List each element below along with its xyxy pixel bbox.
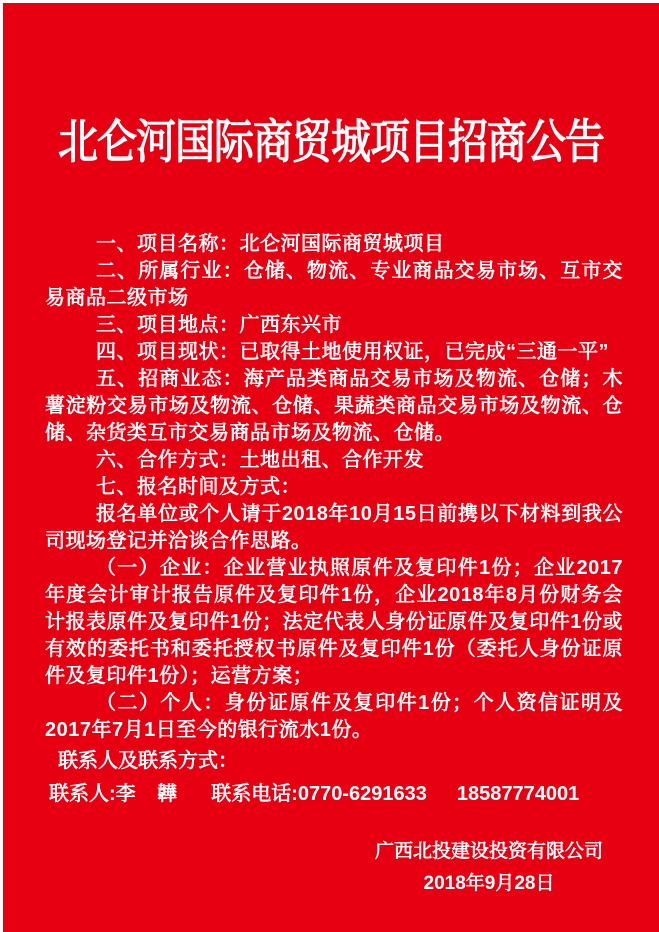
body-paragraph: （二）个人：身份证原件及复印件1份；个人资信证明及2017年7月1日至今的银行流水1份。 (45, 692, 623, 741)
footer-date: 2018年9月28日 (423, 873, 555, 894)
contact-person-label: 联系人: (49, 783, 116, 805)
contact-phone-label: 联系电话: (211, 783, 298, 805)
footer-company-name: 广西北投建设投资有限公司 (375, 841, 604, 862)
contact-phone-1: 0770-6291633 (297, 783, 427, 805)
poster-title: 北仑河国际商贸城项目招商公告 (58, 114, 604, 170)
footer-signature (375, 840, 603, 896)
body-paragraph: 七、报名时间及方式： (96, 476, 301, 498)
body-paragraph: 四、项目现状：已取得土地使用权证，已完成“三通一平” (96, 341, 609, 363)
body-paragraph: 三、项目地点：广西东兴市 (96, 314, 342, 336)
body-paragraph: （一）企业：企业营业执照原件及复印件1份；企业2017年度会计审计报告原件及复印件1份，企业2018年8月份财务会计报表原件及复印件1份；法定代表人身份证原件及复印件1份或有效的委托书和委托授权书原件及复印件1份（委托人身份证原件及复印件1份）；运营方案； (45, 557, 623, 687)
body-paragraph: 一、项目名称：北仑河国际商贸城项目 (96, 233, 445, 255)
contact-line (49, 781, 623, 808)
body-paragraph: 六、合作方式：土地出租、合作开发 (96, 449, 424, 471)
body-paragraph: 五、招商业态：海产品类商品交易市场及物流、仓储；木薯淀粉交易市场及物流、仓储、果蔬类商品交易市场及物流、仓储、杂货类互市交易商品市场及物流、仓储。 (45, 368, 623, 444)
contact-person (49, 781, 185, 808)
contact-person-name: 李 韡 (115, 783, 186, 805)
body-paragraph: 二、所属行业：仓储、物流、专业商品交易市场、互市交易商品二级市场 (45, 260, 623, 309)
contact-section (49, 748, 623, 808)
body-paragraph: 报名单位或个人请于2018年10月15日前携以下材料到我公司现场登记并洽谈合作思路。 (45, 503, 623, 552)
body-paragraphs (45, 231, 623, 744)
contact-phone-2: 18587774001 (456, 783, 580, 805)
contact-heading: 联系人及联系方式： (58, 750, 238, 772)
